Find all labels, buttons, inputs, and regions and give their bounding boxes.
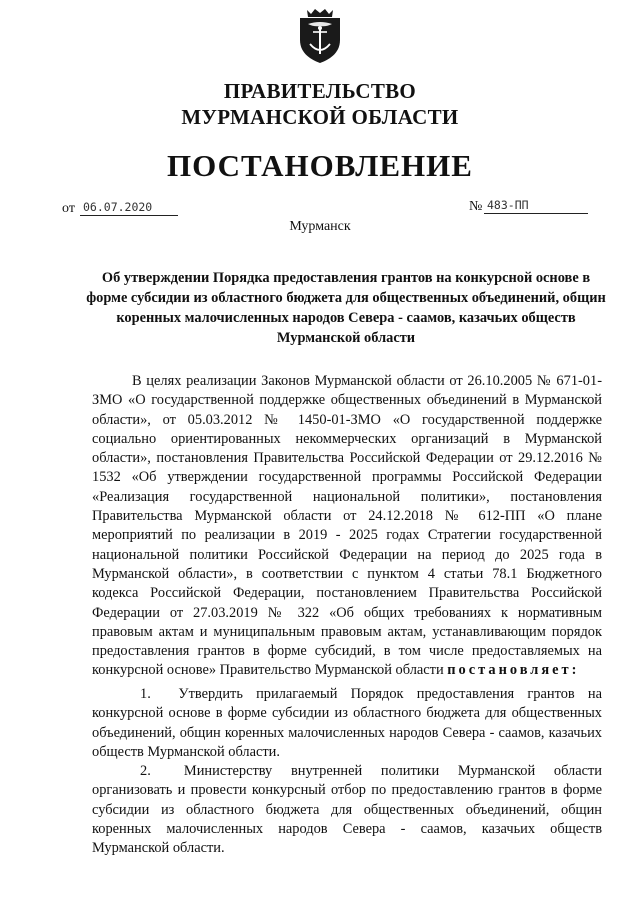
preamble-paragraph — [92, 372, 602, 681]
document-title: Об утверждении Порядка предоставления грантов на конкурсной основе в форме субсидии из областного бюджета для общественных объединений, общин коренных малочисленных народов Севера - саамов, казачьих обществ Мурманской области — [86, 270, 606, 346]
number-prefix: № — [469, 199, 483, 214]
decree-word: постановляет: — [447, 662, 580, 679]
document-type-title: ПОСТАНОВЛЕНИЕ — [167, 148, 473, 183]
city-label: Мурманск — [289, 219, 351, 234]
list-item-text: Министерству внутренней политики Мурманской области организовать и провести конкурсный отбор по предоставлению грантов в форме субсидии из областного бюджета для общественных объединений, общин коренных малочисленных народов Севера - саамов, казачьих обществ Мурманской области. — [92, 763, 602, 857]
murmansk-coat-of-arms-icon — [298, 8, 342, 64]
list-item-1 — [92, 685, 602, 762]
number-field: 483-ПП — [484, 197, 588, 214]
date-field: 06.07.2020 — [80, 199, 178, 216]
organization-region: МУРМАНСКОЙ ОБЛАСТИ — [181, 105, 459, 129]
list-item-number: 1. — [140, 686, 151, 702]
organization-name: ПРАВИТЕЛЬСТВО — [223, 79, 417, 103]
list-item-2 — [92, 762, 602, 858]
date-prefix: от — [62, 201, 75, 216]
list-item-number: 2. — [140, 763, 151, 779]
preamble-text: В целях реализации Законов Мурманской области от 26.10.2005 № 671-01-ЗМО «О государственной поддержке общественных объединений в Мурманской области», от 05.03.2012 № 1450-01-ЗМО «О государственной поддержке социально ориентированных некоммерческих организаций в Мурманской области», постановления Правительства Российской Федерации от 29.12.2016 № 1532 «Об утверждении государственной программы Российской Федерации «Реализация государственной национальной политики», постановления Правительства Мурманской области от 24.12.2018 № 612-ПП «О плане мероприятий по реализации в 2019 - 2025 годах Стратегии государственной национальной политики Российской Федерации на период до 2025 года в Мурманской области», в соответствии с пунктом 4 статьи 78.1 Бюджетного кодекса Российской Федерации, постановлением Правительства Российской Федерации от 27.03.2019 № 322 «Об общих требованиях к нормативным правовым актам и муниципальным правовым актам, устанавливающим порядок предоставления грантов в форме субсидий, в том числе предоставляемых на конкурсной основе» Правительство Мурманской области — [92, 373, 602, 679]
list-item-text: Утвердить прилагаемый Порядок предоставления грантов на конкурсной основе в форме субсидии из областного бюджета для общественных объединений, общин коренных малочисленных народов Севера - саамов, казачьих обществ Мурманской области. — [92, 686, 602, 760]
